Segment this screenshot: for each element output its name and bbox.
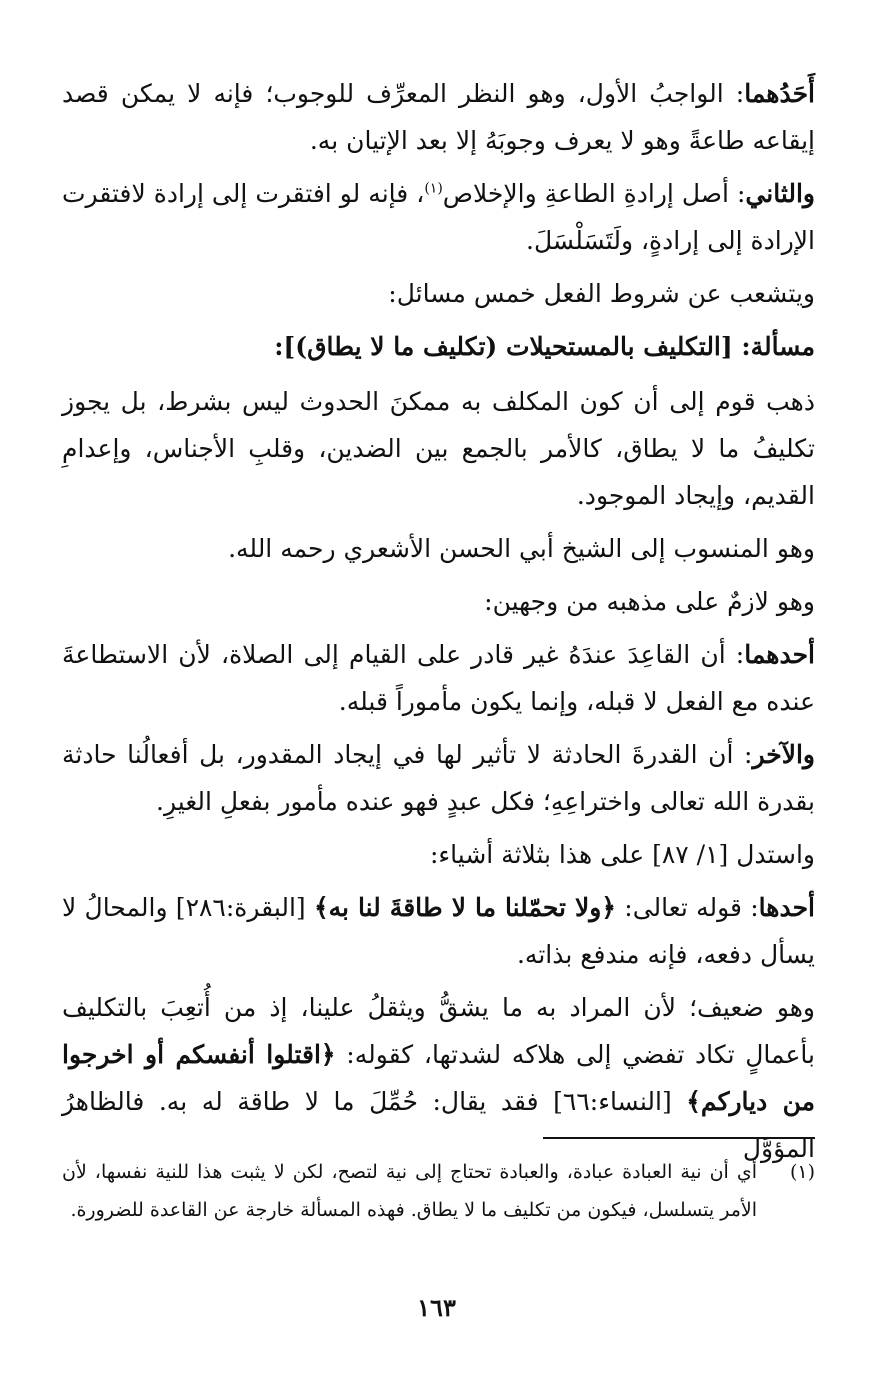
paragraph-text: وهو لازمٌ على مذهبه من وجهين:: [484, 587, 815, 616]
main-text: [62, 70, 815, 1178]
footnote-reference[interactable]: (١): [424, 180, 443, 197]
paragraph-text: [النساء:٦٦] فقد يقال: حُمِّلَ ما لا طاقة له به. فالظاهرُ المؤوَّل: [62, 1087, 815, 1163]
paragraph-text: ويتشعب عن شروط الفعل خمس مسائل:: [388, 279, 815, 308]
paragraph-text: ، فإنه لو افتقرت إلى إرادة لافتقرت الإرادة إلى إرادةٍ، ولَتَسَلْسَلَ.: [62, 179, 815, 255]
footnote-text: أي أن نية العبادة عبادة، والعبادة تحتاج إلى نية لتصح، لكن لا يثبت هذا للنية نفسها، لأن الأمر يتسلسل، فيكون من تكليف ما لا يطاق. فهذه المسألة خارجة عن القاعدة للضرورة.: [62, 1161, 757, 1221]
paragraph-lead: والآخر: [752, 740, 815, 769]
paragraph-evidence-one: [62, 884, 815, 978]
paragraph-lead: أَحَدُهما: [744, 79, 815, 108]
paragraph-text: وهو المنسوب إلى الشيخ أبي الحسن الأشعري رحمه الله.: [228, 534, 815, 563]
quran-verse: ﴿ولا تحمّلنا ما لا طاقةَ لنا به﴾: [313, 893, 617, 922]
heading-label: مسألة: [750, 332, 815, 361]
paragraph-lead: أحدها: [758, 893, 815, 922]
paragraph-second-of-two: [62, 170, 815, 264]
heading-text: : [التكليف بالمستحيلات (تكليف ما لا يطاق)]:: [274, 332, 751, 361]
paragraph-text: واستدل [١/ ٨٧] على هذا بثلاثة أشياء:: [429, 840, 815, 869]
paragraph-two-aspects: [62, 578, 815, 625]
paragraph-aspect-one: [62, 631, 815, 725]
paragraph-opinion: [62, 378, 815, 519]
paragraph-rebuttal: [62, 984, 815, 1172]
paragraph-text: ذهب قوم إلى أن كون المكلف به ممكنَ الحدوث ليس بشرط، بل يجوز تكليفُ ما لا يطاق، كالأمر بالجمع بين الضدين، وقلبِ الأجناس، وإعدامِ القديم، وإيجاد الموجود.: [62, 387, 815, 510]
paragraph-text: : أصل إرادةِ الطاعةِ والإخلاص: [442, 179, 746, 208]
paragraph-lead: والثاني: [745, 179, 815, 208]
paragraph-text: : قوله تعالى:: [616, 893, 759, 922]
quran-verse: ﴿اقتلوا أنفسكم أو اخرجوا من دياركم﴾: [62, 1040, 815, 1116]
paragraph-text: : أن القدرةَ الحادثة لا تأثير لها في إيجاد المقدور، بل أفعالُنا حادثة بقدرة الله تعالى واختراعِهِ؛ فكل عبدٍ فهو عنده مأمور بفعلِ الغيرِ.: [62, 740, 815, 816]
footnote: [62, 1153, 815, 1229]
paragraph-attribution: [62, 525, 815, 572]
paragraph-text: وهو ضعيف؛ لأن المراد به ما يشقُّ ويثقلُ علينا، إذ من أُتعِبَ بالتكليف بأعمالٍ تكاد تفضي إلى هلاكه لشدتها، كقوله:: [62, 993, 815, 1069]
paragraph-conditions: [62, 270, 815, 317]
footnote-separator: [543, 1137, 815, 1139]
paragraph-text: : الواجبُ الأول، وهو النظر المعرِّف للوجوب؛ فإنه لا يمكن قصد إيقاعه طاعةً وهو لا يعرف وجوبَهُ إلا بعد الإتيان به.: [62, 79, 815, 155]
paragraph-text: : أن القاعِدَ عندَهُ غير قادر على القيام إلى الصلاة، لأن الاستطاعةَ عنده مع الفعل لا قبله، وإنما يكون مأموراً قبله.: [62, 640, 815, 716]
paragraph-text: [البقرة:٢٨٦] والمحالُ لا يسأل دفعه، فإنه مندفع بذاته.: [62, 893, 815, 969]
paragraph-lead: أحدهما: [744, 640, 815, 669]
footnote-marker: (١): [789, 1161, 815, 1183]
section-heading: [62, 323, 815, 370]
paragraph-aspect-two: [62, 731, 815, 825]
paragraph-evidence-intro: [62, 831, 815, 878]
paragraph-first-of-two: [62, 70, 815, 164]
page-number: ١٦٣: [417, 1293, 456, 1322]
